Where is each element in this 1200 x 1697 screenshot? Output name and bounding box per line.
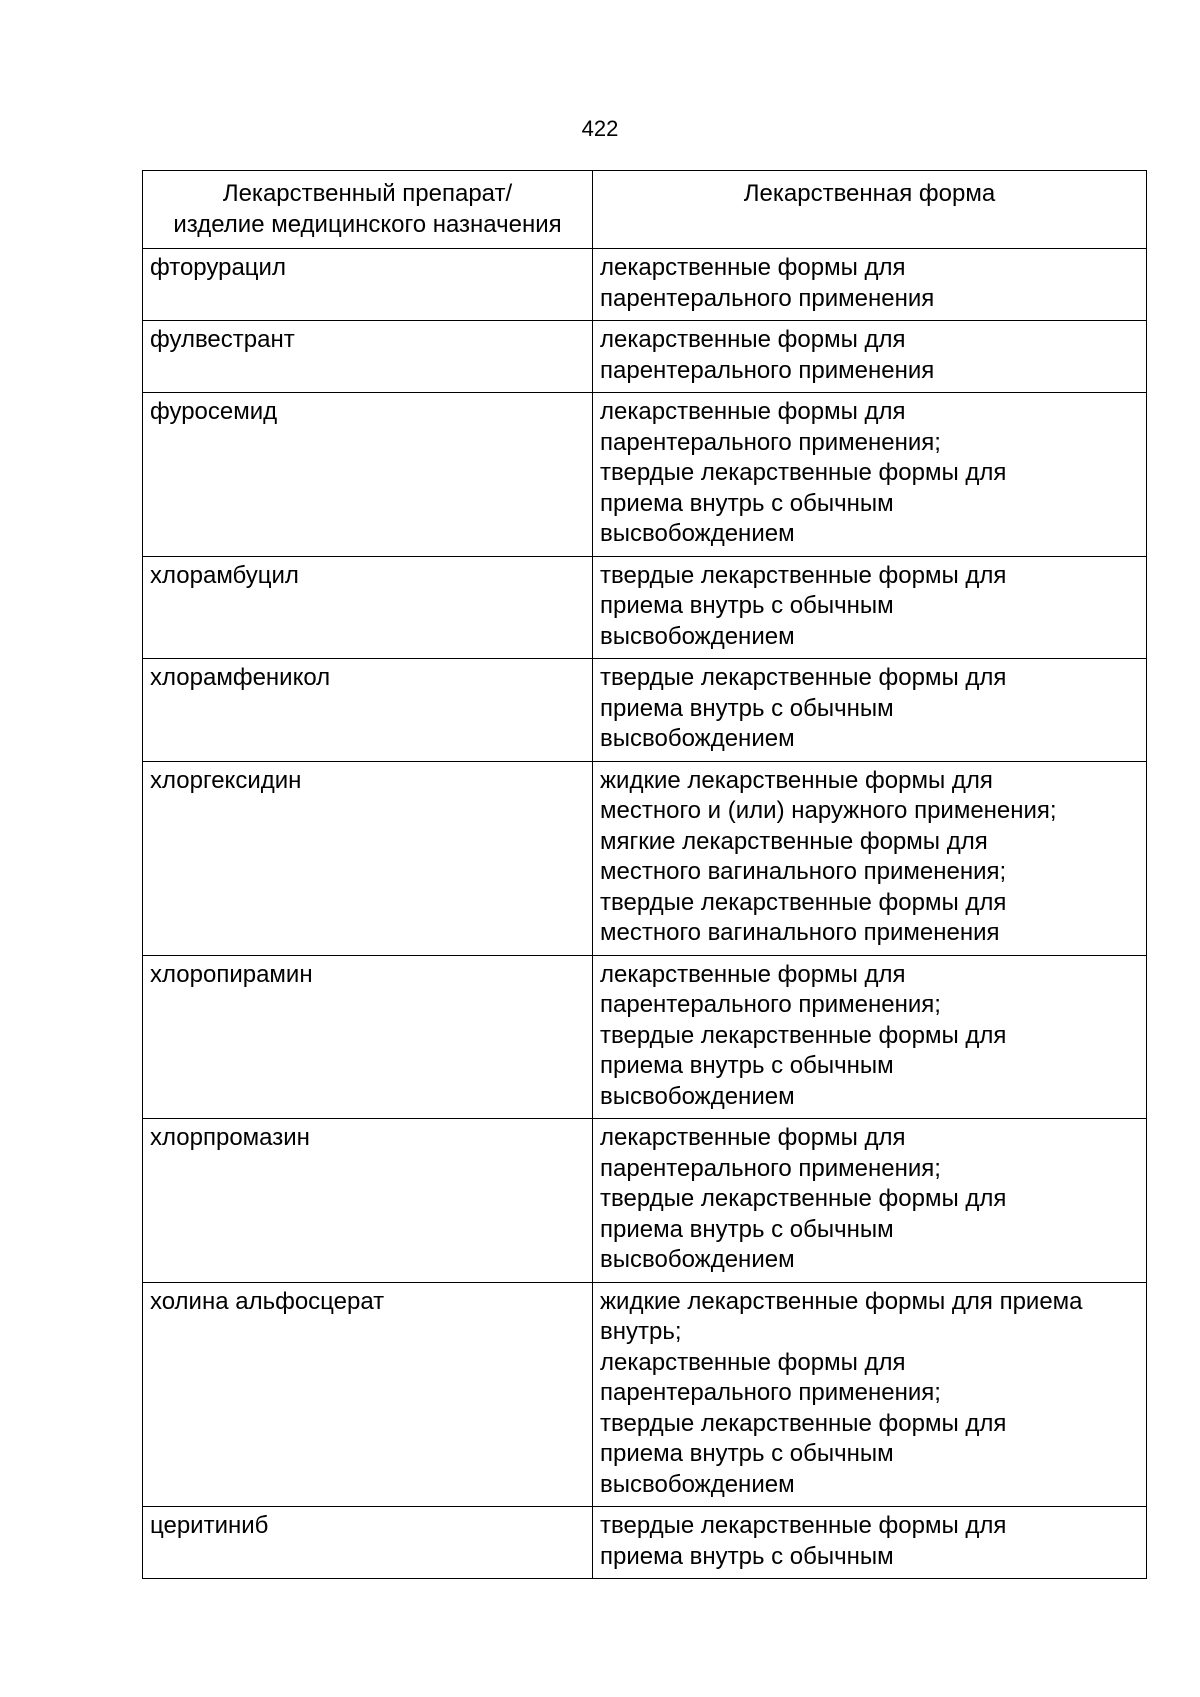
drug-name: хлорамбуцил (143, 556, 593, 659)
page-number: 422 (581, 116, 619, 141)
dosage-form: лекарственные формы для парентерального применения (593, 321, 1147, 393)
dosage-form: лекарственные формы для парентерального применения; твердые лекарственные формы для приема внутрь с обычным высвобождением (593, 393, 1147, 557)
dosage-form: жидкие лекарственные формы для местного и (или) наружного применения; мягкие лекарственные формы для местного вагинального применения; твердые лекарственные формы для местного вагинального применения (593, 761, 1147, 955)
table-row (143, 249, 1147, 321)
table-row (143, 955, 1147, 1119)
dosage-form: жидкие лекарственные формы для приема внутрь; лекарственные формы для парентерального применения; твердые лекарственные формы для приема внутрь с обычным высвобождением (593, 1282, 1147, 1507)
drug-name: фулвестрант (143, 321, 593, 393)
drug-name: хлоргексидин (143, 761, 593, 955)
table-row (143, 1119, 1147, 1283)
drug-name: церитиниб (143, 1507, 593, 1579)
drug-name: фторурацил (143, 249, 593, 321)
drug-name: хлорпромазин (143, 1119, 593, 1283)
drug-table (142, 170, 1147, 1579)
dosage-form: твердые лекарственные формы для приема внутрь с обычным (593, 1507, 1147, 1579)
table-row (143, 556, 1147, 659)
table-row (143, 761, 1147, 955)
table-row (143, 1507, 1147, 1579)
table-row (143, 1282, 1147, 1507)
drug-name: хлоропирамин (143, 955, 593, 1119)
dosage-form: твердые лекарственные формы для приема внутрь с обычным высвобождением (593, 659, 1147, 762)
dosage-form: лекарственные формы для парентерального применения (593, 249, 1147, 321)
drug-name: хлорамфеникол (143, 659, 593, 762)
dosage-form: лекарственные формы для парентерального применения; твердые лекарственные формы для приема внутрь с обычным высвобождением (593, 955, 1147, 1119)
table-row (143, 659, 1147, 762)
table-header-row (143, 171, 1147, 249)
header-dosage-form: Лекарственная форма (593, 171, 1147, 249)
drug-name: холина альфосцерат (143, 1282, 593, 1507)
header-drug: Лекарственный препарат/ изделие медицинского назначения (143, 171, 593, 249)
drug-name: фуросемид (143, 393, 593, 557)
table-row (143, 393, 1147, 557)
table-row (143, 321, 1147, 393)
dosage-form: лекарственные формы для парентерального применения; твердые лекарственные формы для приема внутрь с обычным высвобождением (593, 1119, 1147, 1283)
dosage-form: твердые лекарственные формы для приема внутрь с обычным высвобождением (593, 556, 1147, 659)
